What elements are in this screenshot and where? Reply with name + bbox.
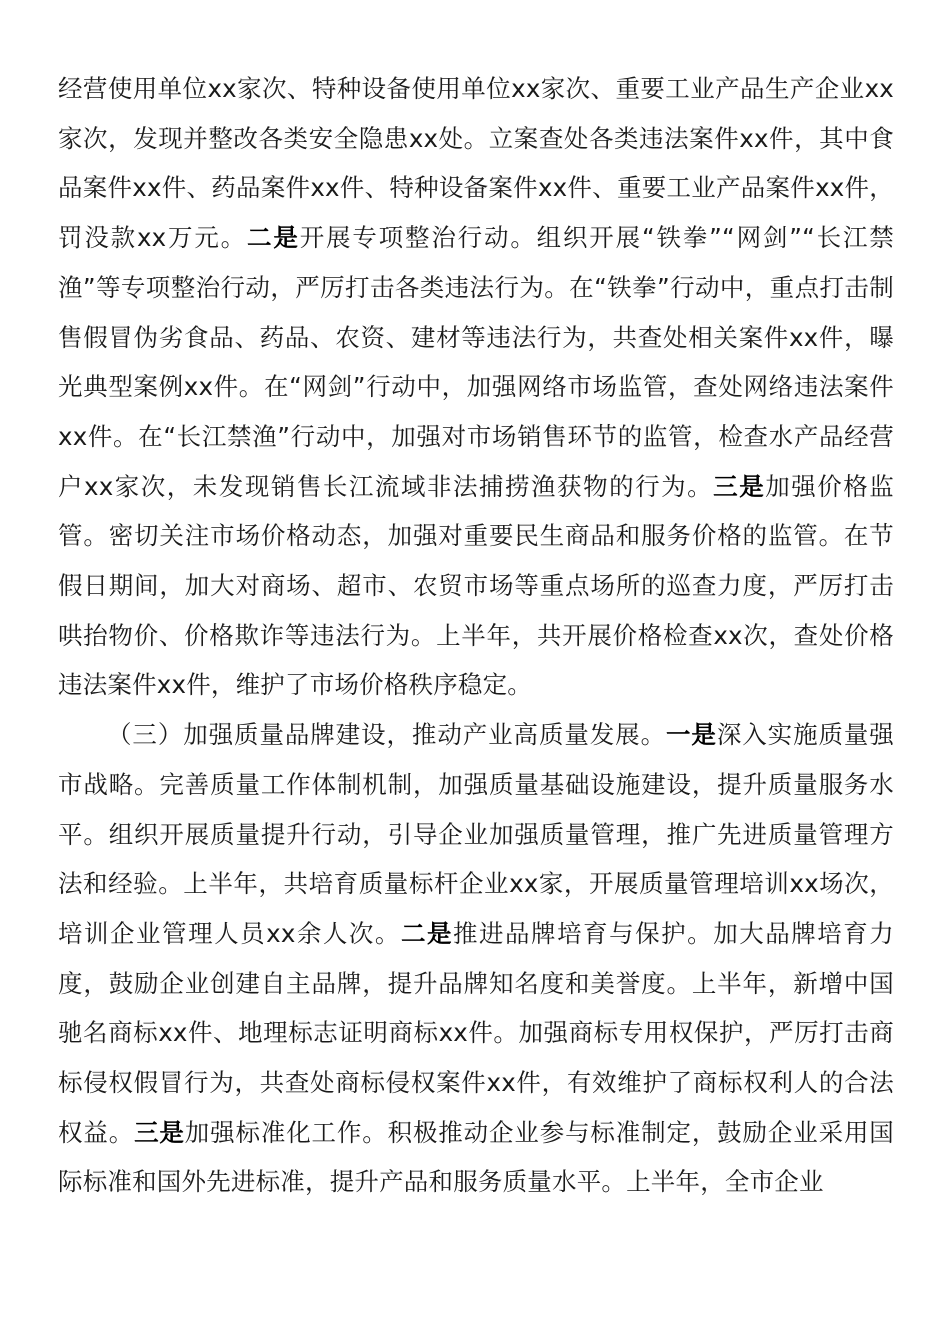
paragraph-quality-brand (58, 710, 894, 1207)
paragraph-enforcement (58, 64, 894, 710)
text-segment: 加强标准化工作。积极推动企业参与标准制定，鼓励企业采用国际标准和国外先进标准，提升产品和服务质量水平。上半年，全市企业 (58, 1117, 894, 1197)
text-segment: 深入实施质量强市战略。完善质量工作体制机制，加强质量基础设施建设，提升质量服务水平。组织开展质量提升行动，引导企业加强质量管理，推广先进质量管理方法和经验。上半年，共培育质量标杆企业xx家，开展质量管理培训xx场次，培训企业管理人员xx余人次。 (58, 720, 894, 948)
key-point-marker: 二是 (247, 223, 300, 253)
key-point-marker: 三是 (713, 471, 766, 501)
text-segment: 推进品牌培育与保护。加大品牌培育力度，鼓励企业创建自主品牌，提升品牌知名度和美誉度。上半年，新增中国驰名商标xx件、地理标志证明商标xx件。加强商标专用权保护，严厉打击商标侵权假冒行为，共查处商标侵权案件xx件，有效维护了商标权利人的合法权益。 (58, 918, 895, 1147)
key-point-marker: 三是 (134, 1117, 185, 1147)
section-heading: （三）加强质量品牌建设，推动产业高质量发展。 (107, 720, 667, 750)
key-point-marker: 二是 (400, 918, 453, 948)
text-segment: 经营使用单位xx家次、特种设备使用单位xx家次、重要工业产品生产企业xx家次，发现并整改各类安全隐患xx处。立案查处各类违法案件xx件，其中食品案件xx件、药品案件xx件、特种设备案件xx件、重要工业产品案件xx件，罚没款xx万元。 (58, 74, 894, 253)
text-segment: 加强价格监管。密切关注市场价格动态，加强对重要民生商品和服务价格的监管。在节假日期间，加大对商场、超市、农贸市场等重点场所的巡查力度，严厉打击哄抬物价、价格欺诈等违法行为。上半年，共开展价格检查xx次，查处价格违法案件xx件，维护了市场价格秩序稳定。 (58, 471, 894, 700)
body-text (58, 64, 894, 1207)
key-point-marker: 一是 (666, 720, 717, 750)
text-segment: 开展专项整治行动。组织开展“铁拳”“网剑”“长江禁渔”等专项整治行动，严厉打击各类违法行为。在“铁拳”行动中，重点打击制售假冒伪劣食品、药品、农资、建材等违法行为，共查处相关案件xx件，曝光典型案例xx件。在“网剑”行动中，加强网络市场监管，查处网络违法案件xx件。在“长江禁渔”行动中，加强对市场销售环节的监管，检查水产品经营户xx家次，未发现销售长江流域非法捕捞渔获物的行为。 (58, 223, 894, 501)
